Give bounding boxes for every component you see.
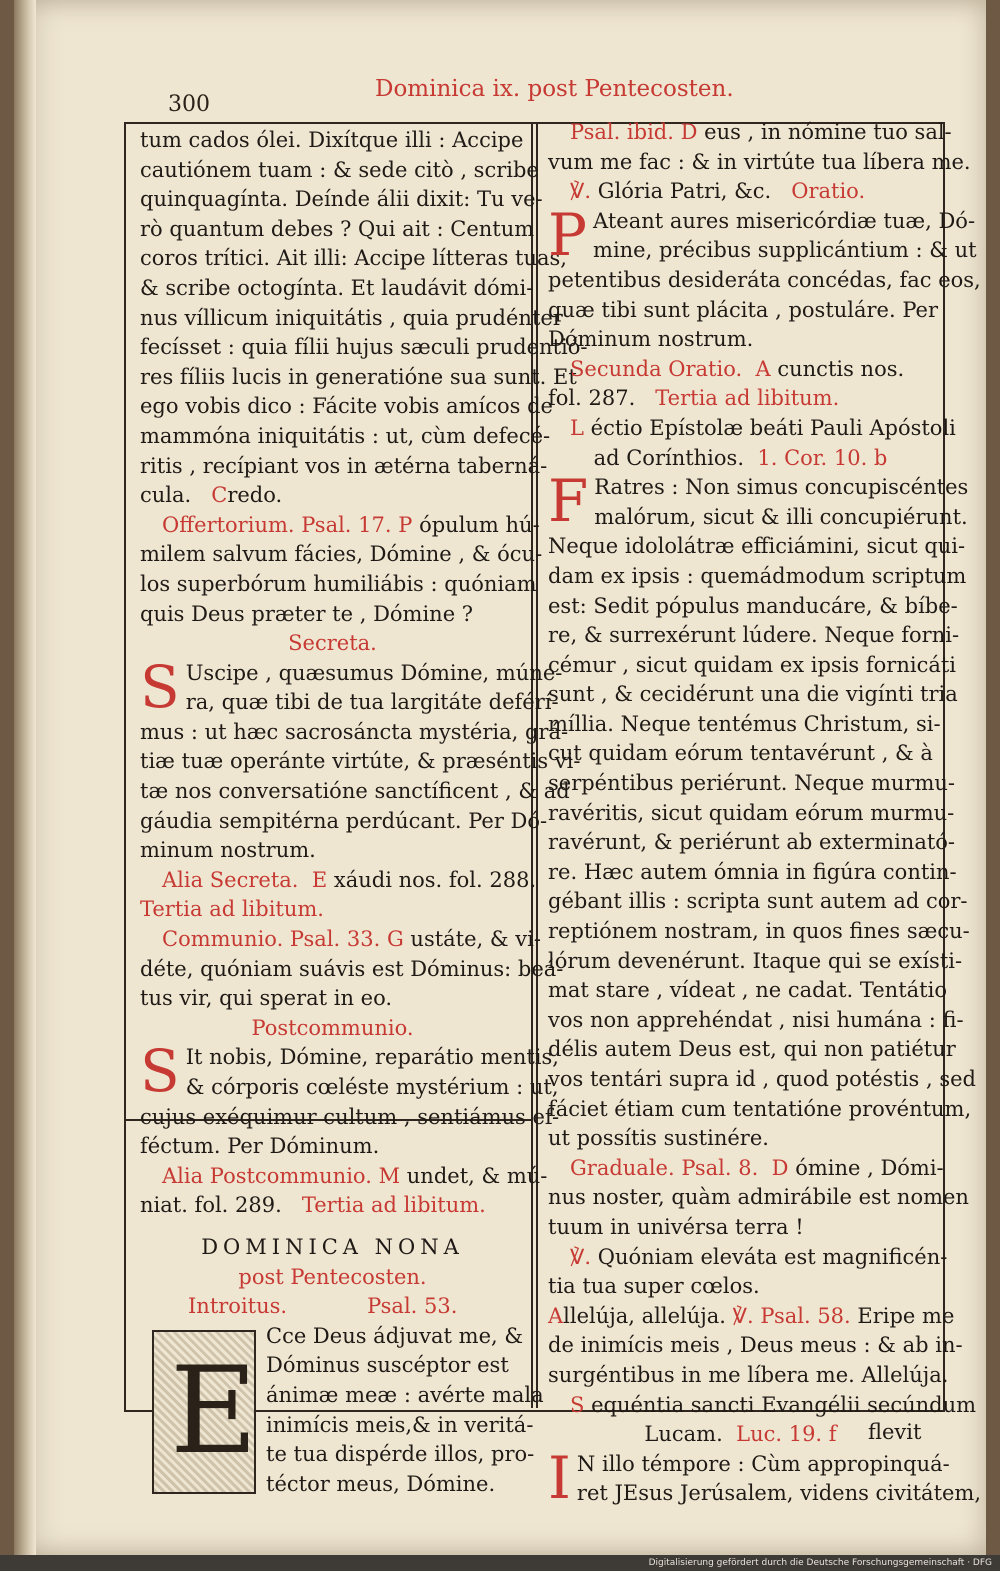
psalm-heading <box>548 118 952 148</box>
text-line: res fíliis lucis in generatióne sua sunt. Et <box>140 364 577 389</box>
text-line: quinquagínta. Deínde álii dixit: Tu ve- <box>140 187 543 212</box>
text-line: coros trítici. Ait illi: Accipe lítteras tuas, <box>140 246 567 271</box>
in-illo-block <box>548 1443 982 1512</box>
alleluia-initial: A <box>548 1303 564 1328</box>
left-column <box>140 126 588 1499</box>
text-line: nus víllicum iniquitátis , quia prudénter <box>140 305 563 330</box>
in-illo-initial: I <box>548 1443 571 1512</box>
graduale-heading <box>548 1154 944 1184</box>
text-line: malórum, sicut & illi concupiérunt. <box>594 504 968 529</box>
text-line: míllia. Neque tentémus Christum, si- <box>548 711 941 736</box>
secreta-initial: S <box>140 652 180 721</box>
text-line: te tua dispérde illos, pro- <box>266 1442 535 1467</box>
text-line: ego vobis dico : Fácite vobis amícos de <box>140 394 553 419</box>
left-top-block <box>140 126 588 511</box>
introitus-block <box>140 1322 544 1500</box>
alia-post-line2: niat. fol. 289. <box>140 1193 282 1218</box>
alia-secreta-initial: E <box>311 867 328 892</box>
alia-secreta-label: Alia Secreta. <box>162 867 299 892</box>
alleluia-text: llelúja, allelúja. <box>563 1303 726 1328</box>
text-line: petentibus desideráta concédas, fac eos, <box>548 267 981 292</box>
page-gutter <box>14 0 36 1555</box>
alia-post-label: Alia Postcommunio. <box>162 1163 372 1188</box>
lectio-text: éctio Epístolæ beáti Pauli Apóstoli <box>590 415 956 440</box>
text-line: Uscipe , quæsumus Dómine, múne- <box>185 660 563 685</box>
offertory-label: Offertorium. Psal. 17. <box>162 512 392 537</box>
alia-post-text: undet, & mú- <box>406 1163 548 1188</box>
text-line <box>140 1191 525 1221</box>
text-line: tuum in univérsa terra ! <box>548 1214 804 1239</box>
text-line: cujus exéquimur cultum , sentiámus ef- <box>140 1104 560 1129</box>
text-line: Neque idololátræ efficiámini, sicut qui- <box>548 534 966 559</box>
text-line: est: Sedit pópulus manducáre, & bíbe- <box>548 593 958 618</box>
gloria-line <box>548 177 933 207</box>
text-line: vos tentári supra id , quod potéstis , sed <box>548 1067 976 1091</box>
postcommunio-block <box>140 1037 560 1161</box>
text-line: reptiónem nostram, in quos fines sæcu- <box>548 919 970 944</box>
text-line: lórum devenérunt. Itaque qui se exísti- <box>548 948 963 973</box>
secreta-block <box>140 652 581 866</box>
text-line: milem salvum fácies, Dómine , & ócu- <box>140 542 543 567</box>
digitization-footer: Digitalisierung gefördert durch die Deutsche Forschungsgemeinschaft · DFG <box>0 1555 1000 1571</box>
text-line: dam ex ipsis : quemádmodum scriptum <box>548 563 967 588</box>
text-line: sunt , & cecidérunt una die vigínti tria <box>548 682 958 707</box>
text-line <box>140 481 525 511</box>
sequentia-initial: S <box>570 1392 585 1417</box>
oratio-block <box>548 200 981 355</box>
text-line: fecísset : quia fílii hujus sæculi prudentió- <box>140 335 588 360</box>
alleluia-line <box>548 1302 955 1332</box>
alia-postcommunio <box>140 1162 548 1192</box>
fratres-block <box>548 467 976 1154</box>
lectio-line2 <box>548 444 933 474</box>
text-line: & scribe octogínta. Et laudávit dómi- <box>140 275 534 300</box>
secunda-label: Secunda Oratio. <box>570 356 743 381</box>
text-line: gébant illis : scripta sunt autem ad cor- <box>548 889 968 914</box>
graduale-label: Graduale. Psal. 8. <box>570 1155 759 1180</box>
right-column <box>548 118 982 1512</box>
graduale-first: ómine , Dómi- <box>795 1155 944 1180</box>
versicle-icon: ℣. <box>570 1244 592 1269</box>
text-line: mine, précibus supplicántium : & ut <box>593 238 977 263</box>
psal-first: eus , in nómine tuo sal- <box>704 120 952 144</box>
alia-secreta <box>140 866 537 896</box>
secunda-oratio <box>548 355 933 385</box>
text-line: délis autem Deus est, qui non patiétur <box>548 1037 956 1062</box>
text-line: It nobis, Dómine, reparátio mentis, <box>185 1045 559 1070</box>
lectio-ref: 1. Cor. 10. b <box>757 445 888 470</box>
psal-initial: D <box>680 120 698 144</box>
text-line: tiæ tuæ operánte virtúte, & præséntis vi- <box>140 749 581 774</box>
text-line: Ratres : Non simus concupiscéntes <box>594 475 969 500</box>
communio-label: Communio. Psal. 33. <box>162 927 381 952</box>
text-line: tæ nos conversatióne sanctíficent , & ad <box>140 779 570 804</box>
versicle-text: Quóniam eleváta est magnificén- <box>597 1244 948 1269</box>
text-line: ánimæ meæ : avérte mala <box>266 1382 544 1407</box>
text-line: déte, quóniam suávis est Dóminus: beá- <box>140 956 564 981</box>
text-line: de inimícis meis , Deus meus : & ab in- <box>548 1333 963 1358</box>
text-line: mammóna iniquitátis : ut, cùm defecé- <box>140 423 551 448</box>
text-line: surgéntibus in me líbera me. Allelúja. <box>548 1362 949 1387</box>
text-line: N illo témpore : Cùm appropinquá- <box>576 1451 950 1476</box>
lectio-ad: ad Corínthios. <box>593 445 744 470</box>
text-line: Ateant aures misericórdiæ tuæ, Dó- <box>593 208 976 233</box>
introitus-label: Introitus. <box>188 1294 288 1319</box>
text-line: mat stare , vídeat , ne cadat. Tentátio <box>548 978 947 1003</box>
text-line: quis Deus præter te , Dómine ? <box>140 601 474 626</box>
text-line: Cce Deus ádjuvat me, & <box>266 1323 524 1348</box>
offertory-heading <box>140 511 540 541</box>
text-line: ritis , recípiant vos in ætérna taberná- <box>140 453 548 478</box>
graduale-initial: D <box>771 1155 789 1180</box>
communio-initial: G <box>386 927 404 952</box>
text-line: re, & surrexérunt lúdere. Neque forni- <box>548 623 960 648</box>
communio-first: ustáte, & vi- <box>410 927 541 952</box>
page-number: 300 <box>168 92 210 117</box>
tertia-ad-libitum: Tertia ad libitum. <box>655 386 840 411</box>
communio-heading <box>140 925 541 955</box>
text-line: vos non apprehéndat , nisi humána : fi- <box>548 1007 964 1032</box>
text-line: inimícis meis,& in veritá- <box>266 1412 534 1437</box>
text-line: cautiónem tuam : & sede citò , scribe <box>140 157 539 182</box>
text-line: ravérunt, & periérunt ab exterminató- <box>548 830 956 855</box>
text-line: tum cados ólei. Dixítque illi : Accipe <box>140 128 524 152</box>
text-line <box>548 384 933 414</box>
lectio-initial: L <box>570 415 584 440</box>
text-span: cula. <box>140 483 192 508</box>
text-line: Dóminum nostrum. <box>548 327 754 352</box>
gloria-text: Glória Patri, &c. <box>597 179 772 204</box>
text-line: rò quantum debes ? Qui ait : Centum <box>140 216 535 241</box>
ornate-initial-letter: E <box>170 1341 258 1481</box>
oratio-label: Oratio. <box>791 179 866 204</box>
text-line: mus : ut hæc sacrosáncta mystéria, grá- <box>140 719 569 744</box>
alia-secreta-text: xáudi nos. fol. 288. <box>333 867 537 892</box>
credo-text: redo. <box>227 483 283 508</box>
versicle-icon: ℣. <box>570 179 592 204</box>
text-line: cut quidam eórum tentavérunt , & à <box>548 741 933 766</box>
secunda-text: cunctis nos. <box>777 356 905 381</box>
alia-post-initial: M <box>378 1163 401 1188</box>
sequentia-heading <box>548 1391 977 1421</box>
sequentia-ref: Luc. 19. f <box>736 1422 837 1447</box>
secunda-initial: A <box>755 356 771 381</box>
postcommunio-title: Postcommunio. <box>251 1015 414 1040</box>
text-line: ret JEsus Jerúsalem, videns civitátem, <box>576 1481 982 1506</box>
text-line: tia tua super cœlos. <box>548 1274 760 1299</box>
tertia-ad-libitum: Tertia ad libitum. <box>301 1193 486 1218</box>
text-line: re. Hæc autem ómnia in figúra contin- <box>548 859 957 884</box>
postcommunio-initial: S <box>140 1037 180 1106</box>
text-line: ravéritis, sicut quidam eórum murmu- <box>548 800 955 825</box>
text-line: serpéntibus periérunt. Neque murmu- <box>548 771 956 796</box>
dominica-subheading: post Pentecosten. <box>238 1264 427 1289</box>
text-line: ra, quæ tibi de tua largitáte deférí- <box>185 690 559 715</box>
offertory-first: ópulum hú- <box>419 512 540 537</box>
ornate-initial <box>152 1330 256 1494</box>
psal-label: Psal. ibid. <box>570 120 674 144</box>
alleluia-versicle: ℣. Psal. 58. <box>732 1303 851 1328</box>
text-line: minum nostrum. <box>140 838 316 863</box>
text-line: ut possítis sustinére. <box>548 1126 769 1151</box>
text-line: féctum. Per Dóminum. <box>140 1134 380 1159</box>
versicle-line <box>548 1243 948 1273</box>
oratio-initial: P <box>548 200 588 269</box>
secreta-title: Secreta. <box>288 631 377 656</box>
page-header <box>150 72 950 117</box>
catchword: flevit <box>868 1420 922 1444</box>
introitus-psalm: Psal. 53. <box>367 1294 458 1319</box>
text-line: cémur , sicut quidam ex ipsis fornicáti <box>548 652 957 677</box>
introitus-heading <box>140 1292 525 1322</box>
text-line: tus vir, qui sperat in eo. <box>140 986 393 1011</box>
fol-ref: fol. 287. <box>548 386 636 411</box>
fratres-initial: F <box>548 467 589 536</box>
text-line: fáciet étiam cum tentatióne provéntum, <box>548 1096 972 1121</box>
credo-initial: C <box>211 483 228 508</box>
tertia-ad-libitum: Tertia ad libitum. <box>140 897 324 922</box>
text-line: los superbórum humiliábis : quóniam <box>140 571 537 596</box>
text-line: Dóminus suscéptor est <box>266 1353 509 1378</box>
alleluia-rest: Eripe me <box>857 1303 955 1328</box>
running-head: Dominica ix. post Pentecosten. <box>375 76 734 102</box>
text-line: gáudia sempitérna perdúcant. Per Dó- <box>140 808 548 833</box>
text-line: nus noster, quàm admirábile est nomen <box>548 1185 969 1210</box>
sequentia-text: equéntia sancti Evangélii secúndum <box>591 1392 977 1417</box>
text-line: quæ tibi sunt plácita , postuláre. Per <box>548 297 938 322</box>
lectio-heading <box>548 414 956 444</box>
text-line: vum me fac : & in virtúte tua líbera me. <box>548 149 971 174</box>
dominica-heading: DOMINICA NONA <box>201 1234 464 1259</box>
text-line: & córporis cœléste mystérium : ut, <box>185 1075 559 1099</box>
sequentia-lucam: Lucam. <box>644 1422 723 1447</box>
text-line: téctor meus, Dómine. <box>266 1471 496 1496</box>
offertory-initial: P <box>398 512 413 537</box>
